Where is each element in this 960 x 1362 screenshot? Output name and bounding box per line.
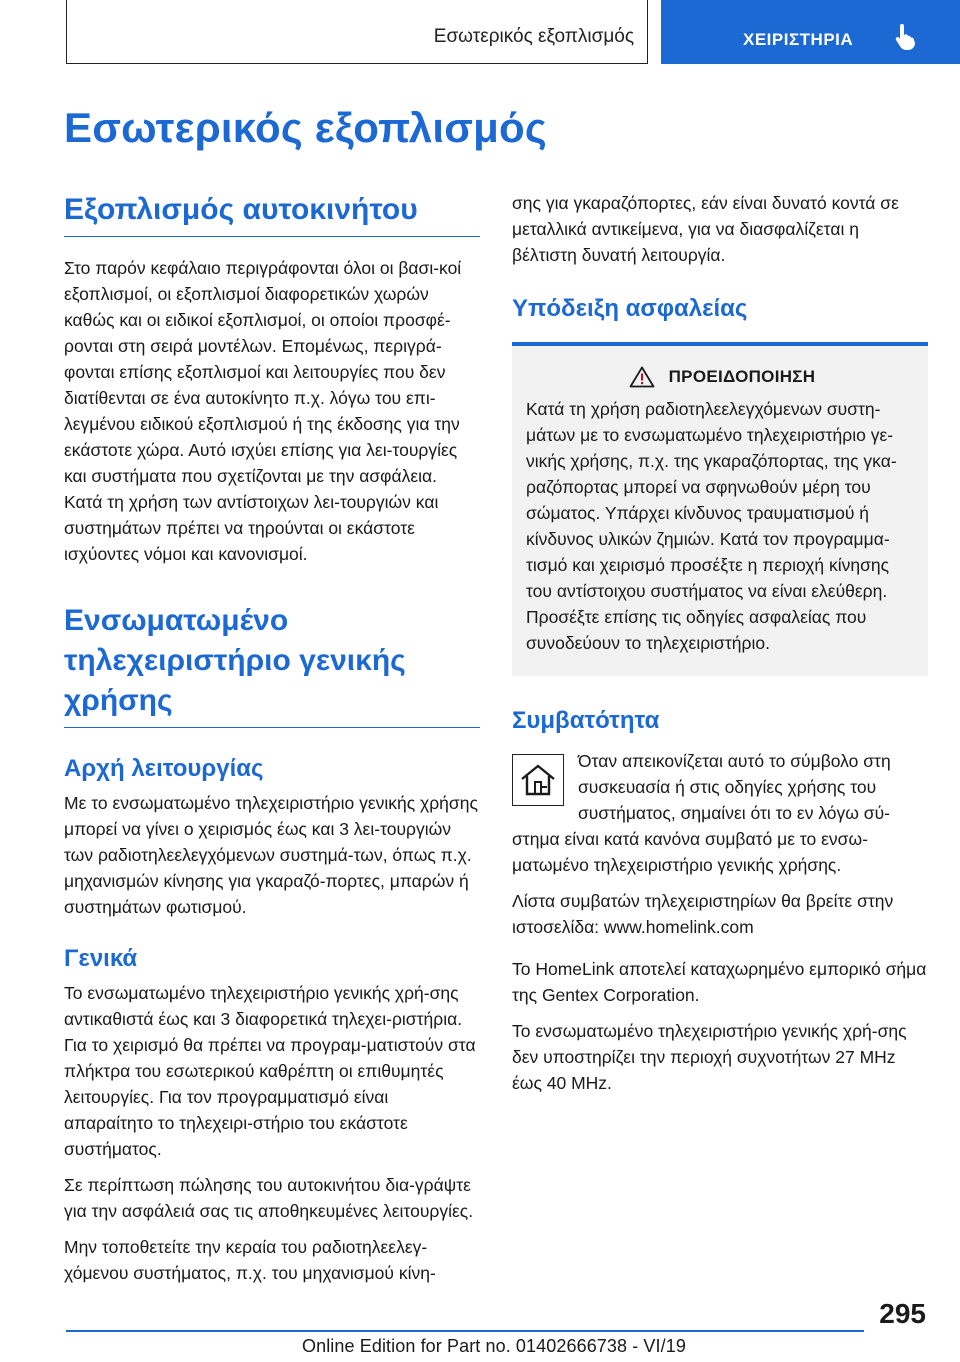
heading-general: Γενικά: [64, 945, 138, 972]
paragraph-compat-2: Λίστα συμβατών τηλεχειριστηρίων θα βρείτε στην ιστοσελίδα: www.homelink.com: [512, 891, 894, 937]
heading-universal-remote: Ενσωματωμένο τηλεχειριστήριο γενικής χρήσης: [64, 601, 480, 728]
warning-triangle-icon: [629, 366, 655, 388]
section-title: Εσωτερικός εξοπλισμός: [433, 26, 634, 47]
warning-box: [512, 342, 928, 676]
left-column: [64, 190, 480, 1296]
paragraph-continued: σης για γκαραζόπορτες, εάν είναι δυνατό κοντά σε μεταλλικά αντικείμενα, για να διασφαλίζεται η βέλτιστη δυνατή λειτουργία.: [512, 193, 899, 265]
page-title: Εσωτερικός εξοπλισμός: [64, 104, 547, 151]
page-header: [0, 0, 960, 64]
paragraph-general-3: Μην τοποθετείτε την κεραία του ραδιοτηλεελεγ-χόμενου συστήματος, π.χ. του μηχανισμού κίνη-: [64, 1237, 436, 1283]
heading-safety-note: Υπόδειξη ασφαλείας: [512, 295, 748, 322]
footer-rule: [66, 1330, 864, 1332]
right-column: [512, 190, 928, 1106]
warning-text: Κατά τη χρήση ραδιοτηλεελεγχόμενων συστη-μάτων με το ενσωματωμένο τηλεχειριστήριο γε-νικής χρήσης, π.χ. της γκαραζόπορτας, της γκα-ραζόπορτας μπορεί να σφηνωθούν μέρη του σώματος. Υπάρχει κίνδυνος τραυματισμού ή κίνδυνος υλικών ζημιών. Κατά τον προγραμμα-τισμό και χειρισμό προσέξτε η περιοχή κίνησης του αντίστοιχου συστήματος να είναι ελεύθερη. Προσέξτε επίσης τις οδηγίες ασφαλείας που συνοδεύουν το τηλεχειριστήριο.: [526, 399, 897, 653]
paragraph-compat-3: Το HomeLink αποτελεί καταχωρημένο εμπορικό σήμα της Gentex Corporation.: [512, 959, 927, 1005]
hand-pointer-icon: [893, 24, 917, 50]
paragraph-compat-4: Το ενσωματωμένο τηλεχειριστήριο γενικής χρή-σης δεν υποστηρίζει την περιοχή συχνοτήτων 27 MHz έως 40 MHz.: [512, 1021, 907, 1093]
footer-edition: Online Edition for Part no. 01402666738 - VI/19: [302, 1336, 686, 1356]
paragraph-vehicle-equipment: Στο παρόν κεφάλαιο περιγράφονται όλοι οι βασι-κοί εξοπλισμοί, οι εξοπλισμοί διαφορετικών χωρών καθώς και οι ειδικοί εξοπλισμοί, οι οποίοι προσφέ-ρονται στη σειρά μοντέλων. Επομένως, περιγρά-φονται επίσης εξοπλισμοί και λειτουργίες που δεν διατίθενται σε ένα αυτοκίνητο π.χ. λόγω του επι-λεγμένου ειδικού εξοπλισμού ή της έκδοσης για την εκάστοτε χώρα. Αυτό ισχύει επίσης για λει-τουργίες και συστήματα που σχετίζονται με την ασφάλεια. Κατά τη χρήση των αντίστοιχων λει-τουργιών και συστημάτων πρέπει να τηρούνται οι εκάστοτε ισχύοντες νόμοι και κανονισμοί.: [64, 258, 462, 564]
heading-vehicle-equipment: Εξοπλισμός αυτοκινήτου: [64, 190, 480, 237]
warning-header: [526, 366, 918, 388]
page-number: 295: [879, 1298, 926, 1329]
paragraph-principle: Με το ενσωματωμένο τηλεχειριστήριο γενικής χρήσης μπορεί να γίνει ο χειρισμός έως και 3 λει-τουργιών των ραδιοτηλεελεγχόμενων συστημά-των, όπως π.χ. μηχανισμών κίνησης για γκαραζό-πορτες, μπαρών ή συστημάτων φωτισμού.: [64, 793, 478, 917]
heading-principle: Αρχή λειτουργίας: [64, 755, 264, 782]
chapter-tab[interactable]: [661, 0, 960, 64]
warning-title: ΠΡΟΕΙΔΟΠΟΙΗΣΗ: [668, 367, 816, 386]
heading-compatibility: Συμβατότητα: [512, 707, 660, 734]
homelink-house-icon: [512, 754, 564, 806]
chapter-tab-label: ΧΕΙΡΙΣΤΗΡΙΑ: [743, 30, 854, 49]
paragraph-general-2: Σε περίπτωση πώλησης του αυτοκινήτου δια-γράψτε για την ασφάλειά σας τις αποθηκευμένες λειτουργίες.: [64, 1175, 474, 1221]
paragraph-general-1: Το ενσωματωμένο τηλεχειριστήριο γενικής χρή-σης αντικαθιστά έως και 3 διαφορετικά τηλεχει-ριστήρια. Για το χειρισμό θα πρέπει να προγραμ-ματιστούν στα πλήκτρα του εσωτερικού καθρέπτη οι επιθυμητές λειτουργίες. Για τον προγραμματισμό είναι απαραίτητο το τηλεχειρι-στήριο του εκάστοτε συστήματος.: [64, 983, 476, 1159]
paragraph-compat-1: Όταν απεικονίζεται αυτό το σύμβολο στη συσκευασία ή στις οδηγίες χρήσης του συστήματος, σημαίνει ότι το εν λόγω σύ-στημα είναι κατά κανόνα συμβατό με το ενσω-ματωμένο τηλεχειριστήριο γενικής χρήσης.: [512, 751, 891, 875]
compatibility-block: [512, 748, 928, 878]
